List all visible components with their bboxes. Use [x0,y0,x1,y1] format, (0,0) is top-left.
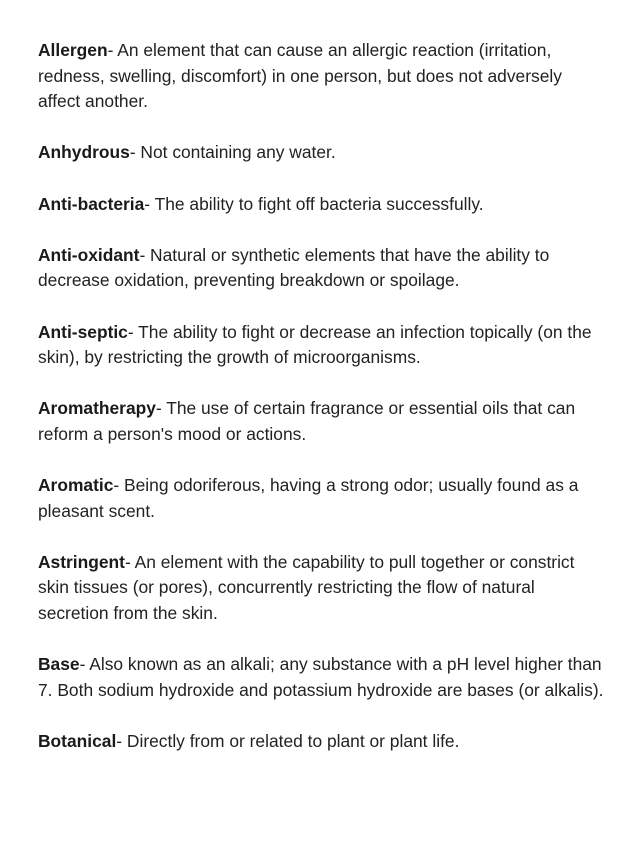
glossary-entry-anhydrous [38,140,608,166]
glossary-entry-astringent [38,550,608,627]
glossary-entry-botanical [38,729,608,755]
glossary-entry-anti-oxidant [38,243,608,294]
glossary-term: Botanical [38,731,117,752]
glossary-definition: - Directly from or related to plant or plant life. [116,731,460,752]
glossary-term: Aromatic [38,475,114,496]
glossary-definition: - The ability to fight off bacteria successfully. [144,193,484,214]
glossary-entry-anti-septic [38,320,608,371]
glossary-term: Anti-oxidant [38,244,140,265]
glossary-definition: - Not containing any water. [129,142,336,163]
glossary-definition: - Also known as an alkali; any substance with a pH level higher than 7. Both sodium hydroxide and potassium hydroxide are bases (or alkalis). [38,654,604,700]
glossary-entry-allergen [38,38,608,115]
glossary-term: Anti-bacteria [38,193,145,214]
glossary-definition: - Being odoriferous, having a strong odor; usually found as a pleasant scent. [38,475,579,521]
glossary-list [38,38,608,780]
glossary-definition: - An element with the capability to pull together or constrict skin tissues (or pores), concurrently restricting the flow of natural secretion from the skin. [38,551,575,624]
glossary-term: Allergen [38,40,108,60]
glossary-entry-anti-bacteria [38,192,608,218]
glossary-definition: - Natural or synthetic elements that have the ability to decrease oxidation, preventing breakdown or spoilage. [38,244,550,291]
glossary-definition: - The ability to fight or decrease an infection topically (on the skin), by restricting the growth of microorganisms. [38,321,592,368]
glossary-term: Aromatherapy [38,398,156,419]
glossary-entry-aromatherapy [38,396,608,447]
glossary-entry-base [38,652,608,703]
glossary-definition: - An element that can cause an allergic reaction (irritation, redness, swelling, discomfort) in one person, but does not adversely affect another. [38,40,562,112]
glossary-term: Base [38,654,80,675]
glossary-entry-aromatic [38,473,608,524]
glossary-term: Astringent [38,551,125,572]
glossary-term: Anhydrous [38,142,130,163]
glossary-definition: - The use of certain fragrance or essential oils that can reform a person's mood or actions. [38,398,576,444]
glossary-term: Anti-septic [38,321,128,342]
